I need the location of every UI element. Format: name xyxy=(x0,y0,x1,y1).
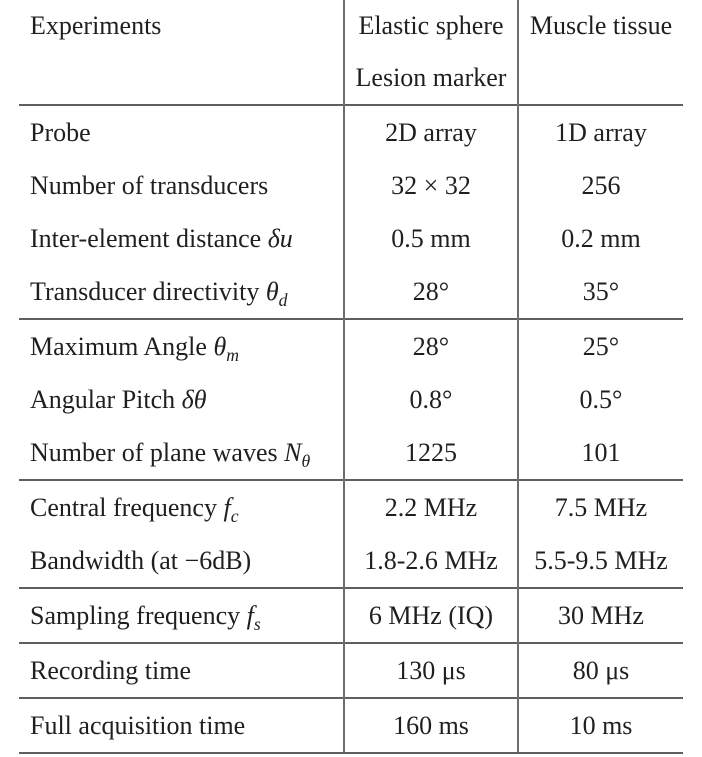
cell-elastic-sphere: 2D array xyxy=(344,105,518,159)
header-elastic-sphere xyxy=(344,0,518,105)
cell-muscle-tissue: 10 ms xyxy=(518,698,683,753)
table-row-num-plane-waves xyxy=(19,426,683,480)
row-math-subscript: m xyxy=(226,344,239,365)
table-row-probe xyxy=(19,105,683,159)
cell-muscle-tissue: 0.5° xyxy=(518,373,683,426)
row-math-symbol: δu xyxy=(267,223,293,253)
header-experiments xyxy=(19,0,344,105)
header-elastic-sphere-line2: Lesion marker xyxy=(355,63,507,92)
table-row-full-acquisition-time xyxy=(19,698,683,753)
table-row-recording-time xyxy=(19,643,683,698)
row-math-symbol: δθ xyxy=(181,384,207,414)
row-label: Recording time xyxy=(30,655,192,685)
cell-elastic-sphere: 32 × 32 xyxy=(344,159,518,212)
header-row xyxy=(19,0,683,105)
header-experiments-label: Experiments xyxy=(30,11,162,40)
table-row-central-frequency xyxy=(19,480,683,534)
cell-muscle-tissue: 7.5 MHz xyxy=(518,480,683,534)
experiment-parameters-table xyxy=(19,0,683,754)
table-row-sampling-frequency xyxy=(19,588,683,643)
cell-elastic-sphere: 6 MHz (IQ) xyxy=(344,588,518,643)
cell-elastic-sphere: 0.5 mm xyxy=(344,212,518,265)
cell-muscle-tissue: 1D array xyxy=(518,105,683,159)
cell-elastic-sphere: 160 ms xyxy=(344,698,518,753)
row-label: Full acquisition time xyxy=(30,710,246,740)
row-math-subscript: s xyxy=(253,613,261,634)
row-label: Bandwidth (at −6dB) xyxy=(30,545,252,575)
table-row-maximum-angle xyxy=(19,319,683,373)
row-math-subscript: d xyxy=(278,289,288,310)
row-label: Probe xyxy=(30,117,91,147)
table-row-inter-element-distance xyxy=(19,212,683,265)
cell-elastic-sphere: 130 μs xyxy=(344,643,518,698)
cell-muscle-tissue: 30 MHz xyxy=(518,588,683,643)
row-math-subscript: c xyxy=(230,505,239,526)
header-muscle-tissue xyxy=(518,0,683,105)
table-row-num-transducers xyxy=(19,159,683,212)
row-math-symbol: f xyxy=(223,492,231,522)
row-label: Inter-element distance xyxy=(30,223,268,253)
header-muscle-tissue-label: Muscle tissue xyxy=(529,11,673,40)
cell-muscle-tissue: 5.5-9.5 MHz xyxy=(518,534,683,588)
cell-elastic-sphere: 0.8° xyxy=(344,373,518,426)
row-math-symbol: N xyxy=(284,437,302,467)
row-math-symbol: θ xyxy=(213,331,227,361)
table-row-transducer-directivity xyxy=(19,265,683,319)
cell-elastic-sphere: 28° xyxy=(344,265,518,319)
row-label: Sampling frequency xyxy=(30,600,247,630)
row-label: Transducer directivity xyxy=(30,276,266,306)
cell-elastic-sphere: 1225 xyxy=(344,426,518,480)
row-label: Maximum Angle xyxy=(30,331,214,361)
table-row-bandwidth xyxy=(19,534,683,588)
cell-elastic-sphere: 2.2 MHz xyxy=(344,480,518,534)
cell-elastic-sphere: 1.8-2.6 MHz xyxy=(344,534,518,588)
table-row-angular-pitch xyxy=(19,373,683,426)
row-label: Central frequency xyxy=(30,492,224,522)
row-math-symbol: f xyxy=(246,600,254,630)
cell-elastic-sphere: 28° xyxy=(344,319,518,373)
cell-muscle-tissue: 256 xyxy=(518,159,683,212)
cell-muscle-tissue: 80 μs xyxy=(518,643,683,698)
cell-muscle-tissue: 35° xyxy=(518,265,683,319)
header-elastic-sphere-line1: Elastic sphere xyxy=(358,11,504,40)
cell-muscle-tissue: 0.2 mm xyxy=(518,212,683,265)
row-math-subscript: θ xyxy=(301,450,311,471)
row-math-symbol: θ xyxy=(265,276,279,306)
cell-muscle-tissue: 101 xyxy=(518,426,683,480)
row-label: Angular Pitch xyxy=(30,384,182,414)
cell-muscle-tissue: 25° xyxy=(518,319,683,373)
row-label: Number of plane waves xyxy=(30,437,285,467)
row-label: Number of transducers xyxy=(30,170,269,200)
